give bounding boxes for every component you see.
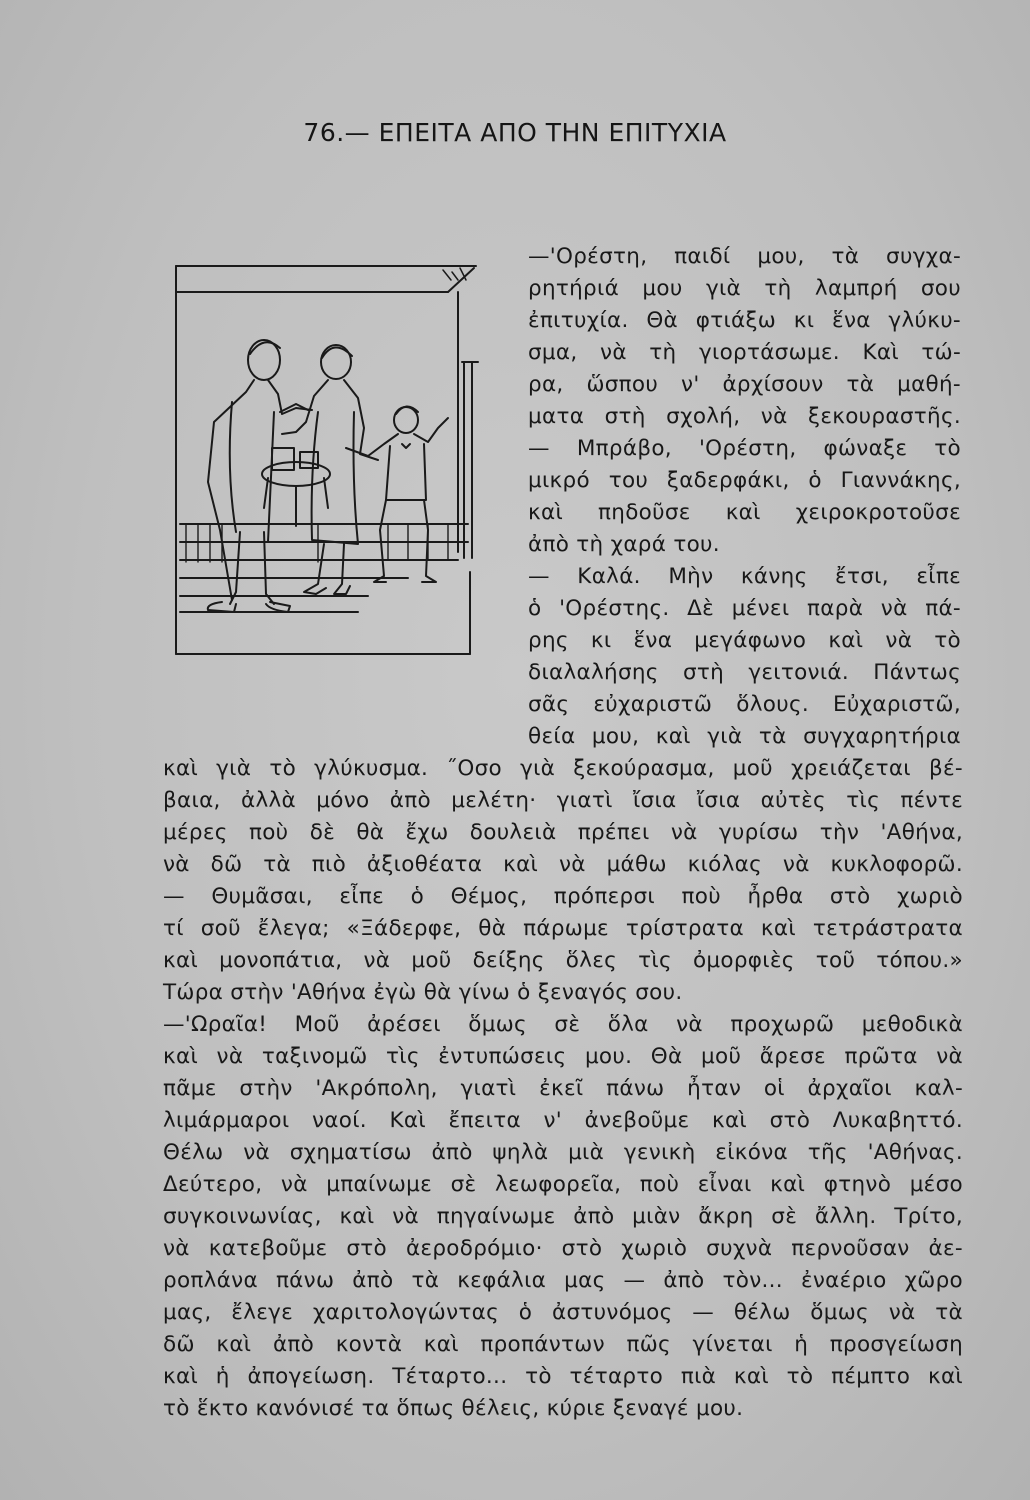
text-line: νὰ κατεβοῦμε στὸ ἀεροδρόμιο· στὸ χωριὸ συχνὰ περνοῦσαν ἀε- (163, 1236, 963, 1261)
text-line: μας, ἔλεγε χαριτολογώντας ὁ ἀστυνόμος — θέλω ὅμως νὰ τὰ (163, 1300, 963, 1325)
text-line: διαλαλήσης στὴ γειτονιά. Πάντως (528, 660, 961, 685)
text-line: —'Ωραῖα! Μοῦ ἀρέσει ὅμως σὲ ὅλα νὰ προχωρῶ μεθοδικὰ (163, 1012, 963, 1037)
text-line: ροπλάνα πάνω ἀπὸ τὰ κεφάλια μας — ἀπὸ τὸν... ἐναέριο χῶρο (163, 1268, 963, 1293)
text-line: λιμάρμαροι ναοί. Καὶ ἔπειτα ν' ἀνεβοῦμε καὶ στὸ Λυκαβηττό. (163, 1108, 963, 1133)
text-line: καὶ μονοπάτια, νὰ μοῦ δείξης ὅλες τὶς ὀμορφιὲς τοῦ τόπου.» (163, 948, 963, 973)
family-greeting-illustration (168, 262, 483, 657)
text-line: ρης κι ἕνα μεγάφωνο καὶ νὰ τὸ (528, 628, 961, 653)
text-line: ὁ 'Ορέστης. Δὲ μένει παρὰ νὰ πά- (528, 596, 961, 621)
text-line: ρητήριά μου γιὰ τὴ λαμπρή σου (528, 276, 961, 301)
text-line: καὶ πηδοῦσε καὶ χειροκροτοῦσε (528, 500, 961, 525)
text-line: τὸ ἕκτο κανόνισέ τα ὅπως θέλεις, κύριε ξεναγέ μου. (163, 1396, 744, 1421)
text-line: βαια, ἀλλὰ μόνο ἀπὸ μελέτη· γιατὶ ἴσια ἴσια αὐτὲς τὶς πέντε (163, 788, 963, 813)
text-line: μικρό του ξαδερφάκι, ὁ Γιαννάκης, (528, 468, 961, 493)
text-line: μέρες ποὺ δὲ θὰ ἔχω δουλειὰ πρέπει νὰ γυρίσω τὴν 'Αθήνα, (163, 820, 963, 845)
text-line: θεία μου, καὶ γιὰ τὰ συγχαρητήρια (528, 724, 961, 749)
chapter-title: 76.— ΕΠΕΙΤΑ ΑΠΟ ΤΗΝ ΕΠΙΤΥΧΙΑ (303, 118, 727, 147)
text-line: συγκοινωνίας, καὶ νὰ πηγαίνωμε ἀπὸ μιὰν ἄκρη σὲ ἄλλη. Τρίτο, (163, 1204, 963, 1229)
text-line: ματα στὴ σχολή, νὰ ξεκουραστῆς. (528, 404, 961, 429)
text-line: — Καλά. Μὴν κάνης ἔτσι, εἶπε (528, 564, 961, 589)
text-line: νὰ δῶ τὰ πιὸ ἀξιοθέατα καὶ νὰ μάθω κιόλας νὰ κυκλοφορῶ. (163, 852, 963, 877)
text-line: Δεύτερο, νὰ μπαίνωμε σὲ λεωφορεῖα, ποὺ εἶναι καὶ φτηνὸ μέσο (163, 1172, 963, 1197)
text-line: καὶ ἡ ἀπογείωση. Τέταρτο... τὸ τέταρτο πιὰ καὶ τὸ πέμπτο καὶ (163, 1364, 963, 1389)
text-line: καὶ γιὰ τὸ γλύκυσμα. ˝Οσο γιὰ ξεκούρασμα, μοῦ χρειάζεται βέ- (163, 756, 963, 781)
text-line: Τώρα στὴν 'Αθήνα ἐγὼ θὰ γίνω ὁ ξεναγός σου. (163, 980, 683, 1005)
text-line: σμα, νὰ τὴ γιορτάσωμε. Καὶ τώ- (528, 340, 961, 365)
text-line: — Μπράβο, 'Ορέστη, φώναξε τὸ (528, 436, 961, 461)
text-line: σᾶς εὐχαριστῶ ὅλους. Εὐχαριστῶ, (528, 692, 961, 717)
text-line: ἐπιτυχία. Θὰ φτιάξω κι ἕνα γλύκυ- (528, 308, 961, 333)
text-line: πᾶμε στὴν 'Ακρόπολη, γιατὶ ἐκεῖ πάνω ἦταν οἱ ἀρχαῖοι καλ- (163, 1076, 963, 1101)
text-line: δῶ καὶ ἀπὸ κοντὰ καὶ προπάντων πῶς γίνεται ἡ προσγείωση (163, 1332, 963, 1357)
text-line: Θέλω νὰ σχηματίσω ἀπὸ ψηλὰ μιὰ γενικὴ εἰκόνα τῆς 'Αθήνας. (163, 1140, 963, 1165)
text-line: καὶ νὰ ταξινομῶ τὶς ἐντυπώσεις μου. Θὰ μοῦ ἄρεσε πρῶτα νὰ (163, 1044, 963, 1069)
text-line: ἀπὸ τὴ χαρά του. (528, 532, 720, 557)
text-line: —'Ορέστη, παιδί μου, τὰ συγχα- (528, 244, 961, 269)
text-line: — Θυμᾶσαι, εἶπε ὁ Θέμος, πρόπερσι ποὺ ἦρθα στὸ χωριὸ (163, 884, 963, 909)
text-line: τί σοῦ ἔλεγα; «Ξάδερφε, θὰ πάρωμε τρίστρατα καὶ τετράστρατα (163, 916, 963, 941)
text-line: ρα, ὥσπου ν' ἀρχίσουν τὰ μαθή- (528, 372, 961, 397)
